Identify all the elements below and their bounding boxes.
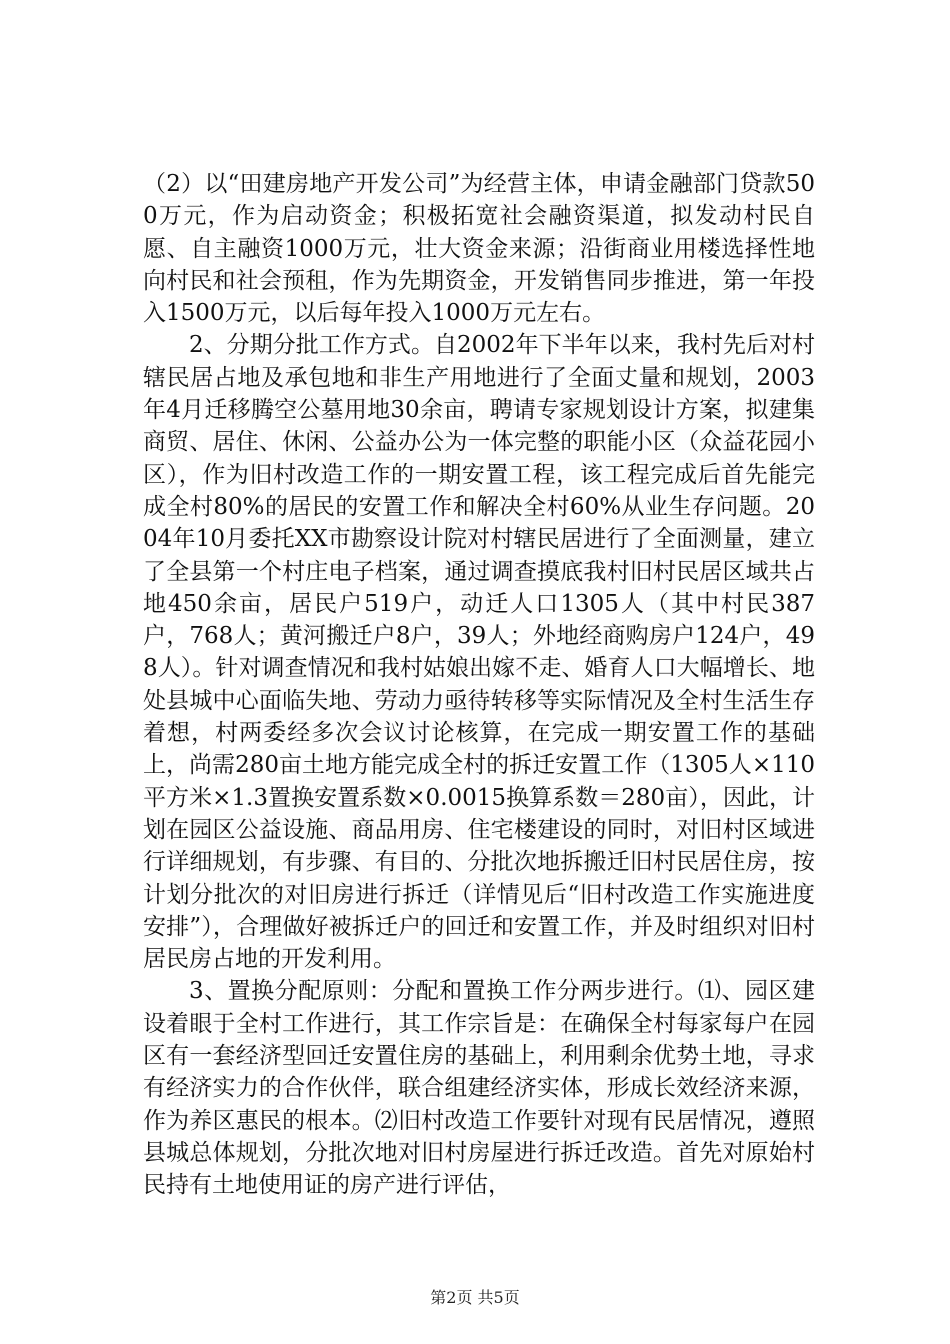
page-footer: 第2页 共5页: [430, 1288, 520, 1307]
document-body: [143, 168, 815, 1202]
paragraph-allocation-principles: 3、置换分配原则：分配和置换工作分两步进行。⑴、园区建设着眼于全村工作进行，其工作宗旨是：在确保全村每家每户在园区有一套经济型回迁安置住房的基础上，利用剩余优势土地，寻求有经济实力的合作伙伴，联合组建经济实体，形成长效经济来源，作为养区惠民的根本。⑵旧村改造工作要针对现有民居情况，遵照县城总体规划，分批次地对旧村房屋进行拆迁改造。首先对原始村民持有土地使用证的房产进行评估，: [143, 978, 815, 1199]
paragraph-phased-work: 2、分期分批工作方式。自2002年下半年以来，我村先后对村辖民居占地及承包地和非生产用地进行了全面丈量和规划，2003年4月迁移腾空公墓用地30余亩，聘请专家规划设计方案，拟建集商贸、居住、休闲、公益办公为一体完整的职能小区（众益花园小区），作为旧村改造工作的一期安置工程，该工程完成后首先能完成全村80%的居民的安置工作和解决全村60%从业生存问题。2004年10月委托XX市勘察设计院对村辖民居进行了全面测量，建立了全县第一个村庄电子档案，通过调查摸底我村旧村民居区域共占地450余亩，居民户519户，动迁人口1305人（其中村民387户，768人；黄河搬迁户8户，39人；外地经商购房户124户，498人）。针对调查情况和我村姑娘出嫁不走、婚育人口大幅增长、地处县城中心面临失地、劳动力亟待转移等实际情况及全村生活生存着想，村两委经多次会议讨论核算，在完成一期安置工作的基础上，尚需280亩土地方能完成全村的拆迁安置工作（1305人×110平方米×1.3置换安置系数×0.0015换算系数＝280亩），因此，计划在园区公益设施、商品用房、住宅楼建设的同时，对旧村区域进行详细规划，有步骤、有目的、分批次地拆搬迁旧村民居住房，按计划分批次的对旧房进行拆迁（详情见后“旧村改造工作实施进度安排”），合理做好被拆迁户的回迁和安置工作，并及时组织对旧村居民房占地的开发利用。: [143, 332, 815, 973]
paragraph-financing: （2）以“田建房地产开发公司”为经营主体，申请金融部门贷款500万元，作为启动资金；积极拓宽社会融资渠道，拟发动村民自愿、自主融资1000万元，壮大资金来源；沿街商业用楼选择性地向村民和社会预租，作为先期资金，开发销售同步推进，第一年投入1500万元，以后每年投入1000万元左右。: [143, 171, 815, 327]
